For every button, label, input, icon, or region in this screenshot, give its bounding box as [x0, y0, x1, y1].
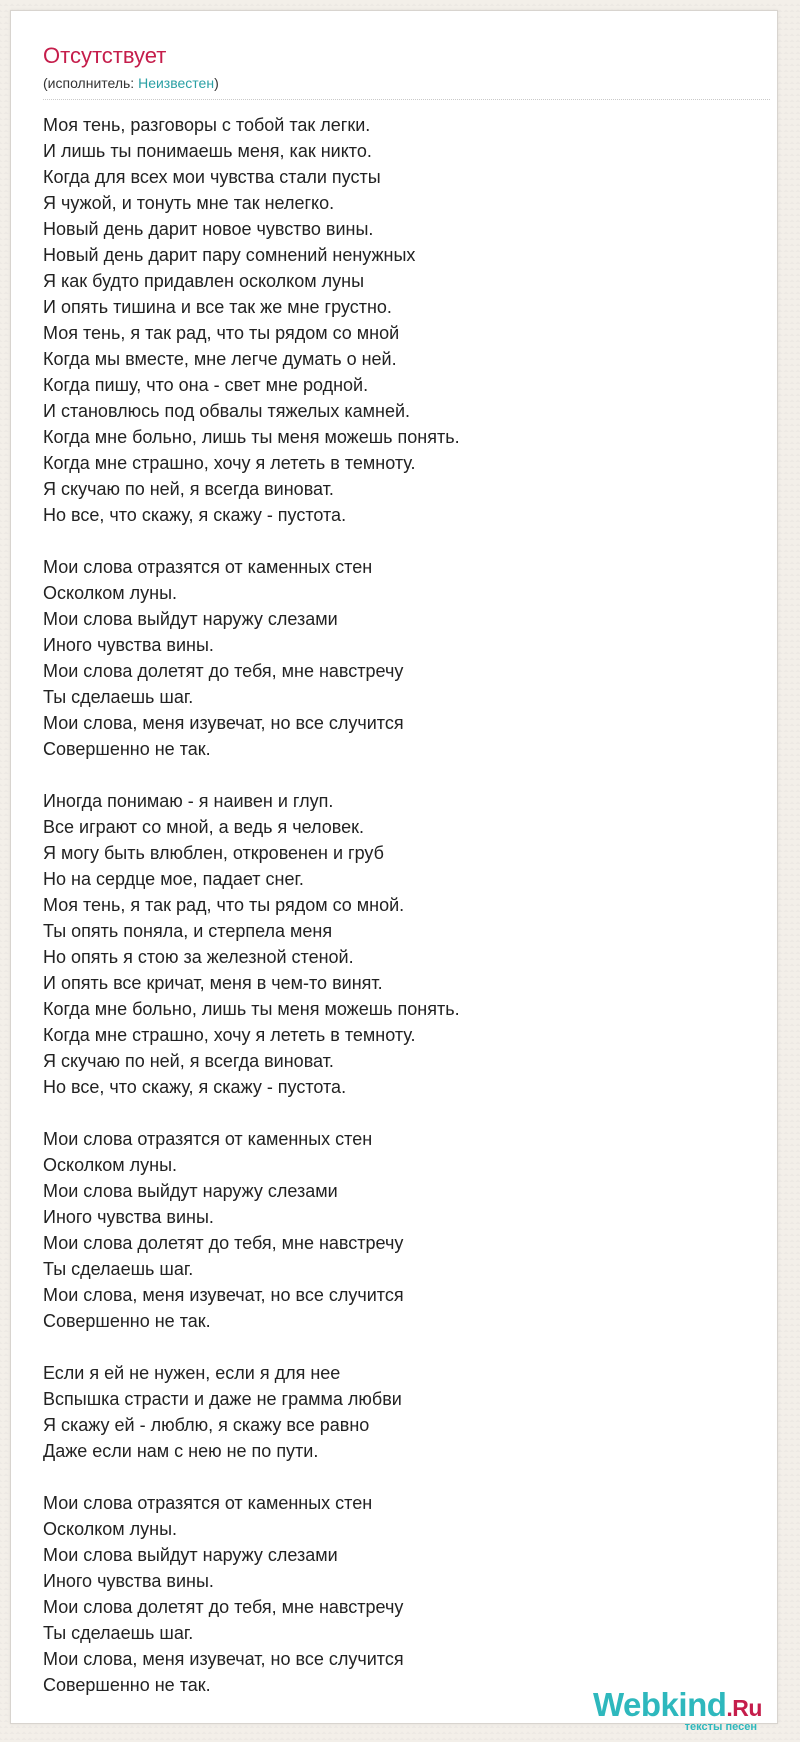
song-title: Отсутствует — [43, 43, 167, 68]
lyric-line: Если я ей не нужен, если я для нее — [43, 1363, 341, 1383]
lyric-line: Я скучаю по ней, я всегда виноват. — [43, 1051, 334, 1071]
lyric-line: Моя тень, я так рад, что ты рядом со мной. — [43, 895, 405, 915]
lyric-line: Осколком луны. — [43, 583, 178, 603]
lyric-line: Когда пишу, что она - свет мне родной. — [43, 375, 369, 395]
lyric-line: Ты сделаешь шаг. — [43, 1259, 194, 1279]
webkind-logo[interactable] — [593, 1686, 783, 1736]
lyric-line: Ты сделаешь шаг. — [43, 687, 194, 707]
lyric-line: Иногда понимаю - я наивен и глуп. — [43, 791, 334, 811]
lyric-line: Когда мне больно, лишь ты меня можешь понять. — [43, 999, 460, 1019]
lyric-line: Мои слова выйдут наружу слезами — [43, 1181, 338, 1201]
lyric-line: Ты опять поняла, и стерпела меня — [43, 921, 333, 941]
lyric-line: Мои слова долетят до тебя, мне навстречу — [43, 1597, 404, 1617]
lyric-line: Иного чувства вины. — [43, 1571, 214, 1591]
stanza-gap — [43, 1464, 763, 1490]
lyric-line: И лишь ты понимаешь меня, как никто. — [43, 141, 372, 161]
lyrics-card — [10, 10, 778, 1733]
lyric-line: Новый день дарит новое чувство вины. — [43, 219, 374, 239]
lyric-line: Даже если нам с нею не по пути. — [43, 1441, 319, 1461]
lyric-line: Мои слова, меня изувечат, но все случится — [43, 713, 404, 733]
lyric-line: Я могу быть влюблен, откровенен и груб — [43, 843, 384, 863]
lyric-line: Я скажу ей - люблю, я скажу все равно — [43, 1415, 370, 1435]
lyric-line: Моя тень, разговоры с тобой так легки. — [43, 115, 371, 135]
lyric-line: Когда мне больно, лишь ты меня можешь понять. — [43, 427, 460, 447]
lyric-line: Когда мне страшно, хочу я лететь в темноту. — [43, 453, 416, 473]
lyric-line: И опять все кричат, меня в чем-то винят. — [43, 973, 383, 993]
lyrics-text — [43, 112, 763, 1698]
lyric-line: Но все, что скажу, я скажу - пустота. — [43, 1077, 347, 1097]
artist-link[interactable]: Неизвестен — [138, 75, 215, 91]
lyric-line: Моя тень, я так рад, что ты рядом со мной — [43, 323, 400, 343]
lyric-line: Иного чувства вины. — [43, 635, 214, 655]
stanza-gap — [43, 1334, 763, 1360]
lyric-line: Когда мне страшно, хочу я лететь в темноту. — [43, 1025, 416, 1045]
lyric-line: Совершенно не так. — [43, 739, 211, 759]
stanza-gap — [43, 528, 763, 554]
lyric-line: И становлюсь под обвалы тяжелых камней. — [43, 401, 411, 421]
lyric-line: Я как будто придавлен осколком луны — [43, 271, 365, 291]
header-divider — [43, 99, 770, 100]
lyric-line: Осколком луны. — [43, 1155, 178, 1175]
lyric-line: Мои слова долетят до тебя, мне навстречу — [43, 661, 404, 681]
lyric-line: Ты сделаешь шаг. — [43, 1623, 194, 1643]
lyric-line: Когда мы вместе, мне легче думать о ней. — [43, 349, 397, 369]
performer-line — [43, 74, 219, 92]
lyric-line: Вспышка страсти и даже не грамма любви — [43, 1389, 402, 1409]
stanza-gap — [43, 1100, 763, 1126]
lyric-line: Все играют со мной, а ведь я человек. — [43, 817, 364, 837]
lyric-line: Я скучаю по ней, я всегда виноват. — [43, 479, 334, 499]
lyric-line: Мои слова выйдут наружу слезами — [43, 609, 338, 629]
lyric-line: Иного чувства вины. — [43, 1207, 214, 1227]
lyric-line: Я чужой, и тонуть мне так нелегко. — [43, 193, 335, 213]
lyric-line: Мои слова отразятся от каменных стен — [43, 1129, 373, 1149]
logo-tagline: тексты песен — [684, 1721, 757, 1733]
lyric-line: Мои слова, меня изувечат, но все случится — [43, 1285, 404, 1305]
lyric-line: Но на сердце мое, падает снег. — [43, 869, 304, 889]
stanza-gap — [43, 762, 763, 788]
lyric-line: Совершенно не так. — [43, 1675, 211, 1695]
lyric-line: Мои слова отразятся от каменных стен — [43, 557, 373, 577]
lyric-line: Мои слова, меня изувечат, но все случится — [43, 1649, 404, 1669]
lyric-line: Мои слова выйдут наружу слезами — [43, 1545, 338, 1565]
logo-text: Webkind — [593, 1686, 727, 1723]
lyric-line: Осколком луны. — [43, 1519, 178, 1539]
logo-tld: .Ru — [726, 1695, 762, 1721]
lyric-line: Но все, что скажу, я скажу - пустота. — [43, 505, 347, 525]
lyric-line: Новый день дарит пару сомнений ненужных — [43, 245, 416, 265]
lyric-line: Совершенно не так. — [43, 1311, 211, 1331]
lyric-line: И опять тишина и все так же мне грустно. — [43, 297, 392, 317]
lyric-line: Но опять я стою за железной стеной. — [43, 947, 354, 967]
performer-prefix: (исполнитель: — [43, 75, 139, 91]
lyric-line: Когда для всех мои чувства стали пусты — [43, 167, 381, 187]
performer-suffix: ) — [214, 75, 219, 91]
lyric-line: Мои слова отразятся от каменных стен — [43, 1493, 373, 1513]
lyric-line: Мои слова долетят до тебя, мне навстречу — [43, 1233, 404, 1253]
